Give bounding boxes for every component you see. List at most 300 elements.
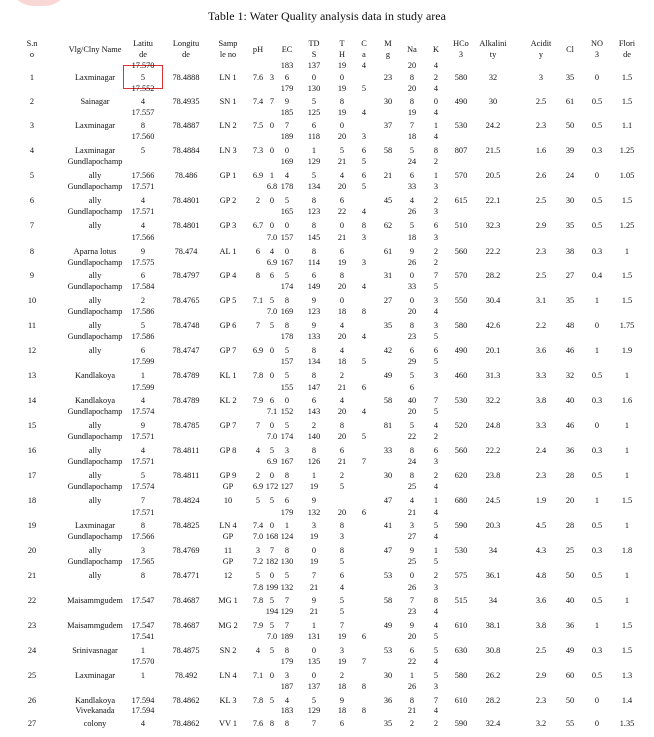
column-header: Alkalini (479, 39, 507, 48)
table-cell: 18 (337, 307, 347, 316)
table-cell: 4 (361, 61, 367, 70)
table-cell: 46 (565, 421, 575, 430)
table-cell: 5 (433, 282, 439, 291)
table-cell: 2 (433, 258, 439, 267)
table-cell: 3.6 (535, 346, 547, 355)
table-cell: 2 (433, 432, 439, 441)
table-cell: 2.5 (535, 97, 547, 106)
table-cell: 22 (337, 207, 347, 216)
table-cell: 4 (433, 132, 439, 141)
table-cell: 4 (140, 196, 146, 205)
table-cell: 11 (28, 321, 36, 330)
table-cell: 5 (284, 421, 290, 430)
table-cell: 134 (307, 182, 321, 191)
table-cell: 6 (311, 396, 317, 405)
table-cell: 8 (339, 97, 345, 106)
table-cell: 1.25 (619, 146, 635, 155)
table-cell: LN 4 (219, 671, 237, 680)
table-cell: ally (88, 446, 102, 455)
table-cell: 3 (409, 521, 415, 530)
table-cell: 27 (383, 296, 393, 305)
table-cell: 5 (269, 296, 275, 305)
table-cell: 5 (433, 557, 439, 566)
column-header: o (29, 50, 35, 59)
table-cell: 4.8 (535, 571, 547, 580)
table-cell: 6.9 (252, 482, 264, 491)
table-cell: 1.9 (535, 496, 547, 505)
table-cell: ally (88, 196, 102, 205)
table-cell: 1 (433, 121, 439, 130)
table-cell: 137 (307, 682, 321, 691)
table-cell: 19 (337, 84, 347, 93)
table-cell: 4 (433, 621, 439, 630)
table-cell: 3.8 (535, 396, 547, 405)
table-cell: 14 (27, 396, 37, 405)
table-cell: 1.9 (621, 346, 633, 355)
table-cell: 4 (361, 207, 367, 216)
column-header: de (182, 50, 190, 59)
table-cell: 5 (409, 146, 415, 155)
table-cell: 78.486 (174, 171, 198, 180)
table-cell: 23.8 (485, 471, 501, 480)
table-cell: 19 (337, 108, 347, 117)
table-cell: 31 (383, 271, 393, 280)
table-cell: 18 (337, 682, 347, 691)
table-cell: 124 (280, 532, 294, 541)
table-cell: 1 (433, 546, 439, 555)
table-cell: GP (222, 532, 234, 541)
table-cell: 30.4 (485, 296, 501, 305)
table-cell: 17.594 (131, 706, 155, 715)
table-cell: 1 (624, 421, 630, 430)
table-cell: 17.566 (131, 532, 155, 541)
table-cell: 7 (311, 571, 317, 580)
table-cell: 137 (307, 61, 321, 70)
table-cell: 2 (433, 571, 439, 580)
table-cell: 17.557 (131, 108, 155, 117)
table-cell: 5 (311, 696, 317, 705)
column-header: de (623, 50, 631, 59)
table-cell: 7 (311, 719, 317, 728)
table-cell: 21.5 (485, 146, 501, 155)
table-cell: 4 (29, 146, 35, 155)
table-cell: 1 (594, 496, 600, 505)
table-cell: 530 (454, 121, 468, 130)
table-cell: 78.4935 (172, 97, 200, 106)
table-cell: 18 (337, 706, 347, 715)
table-cell: 0 (409, 271, 415, 280)
table-cell: 182 (265, 557, 279, 566)
table-cell: 130 (280, 557, 294, 566)
table-cell: 178 (280, 332, 294, 341)
table-cell: 4 (433, 61, 439, 70)
table-cell: 7 (409, 121, 415, 130)
table-cell: 2 (311, 421, 317, 430)
table-cell: 5 (284, 196, 290, 205)
column-header: K (433, 45, 439, 54)
table-cell: 24.2 (485, 121, 501, 130)
table-cell: 11 (224, 546, 232, 555)
table-cell: 3 (339, 646, 345, 655)
table-cell: 0 (284, 247, 290, 256)
table-cell: Srinivasnagar (72, 646, 118, 655)
table-cell: 8 (361, 706, 367, 715)
table-cell: 630 (454, 646, 468, 655)
table-cell: 1.1 (621, 121, 633, 130)
table-cell: 0.5 (591, 371, 603, 380)
table-cell: 4 (433, 307, 439, 316)
table-cell: 5 (311, 171, 317, 180)
table-cell: 4 (409, 496, 415, 505)
table-cell: 2 (255, 471, 261, 480)
table-cell: 0 (339, 121, 345, 130)
table-cell: 147 (307, 383, 321, 392)
table-cell: 560 (454, 446, 468, 455)
table-cell: 20 (407, 61, 417, 70)
table-cell: 520 (454, 421, 468, 430)
table-cell: 5 (269, 696, 275, 705)
table-cell: 0.3 (591, 446, 603, 455)
table-cell: 6 (339, 446, 345, 455)
table-cell: GP 7 (219, 346, 237, 355)
table-cell: 5 (433, 357, 439, 366)
table-cell: 4 (433, 482, 439, 491)
column-header: y (538, 50, 544, 59)
table-cell: 5 (284, 271, 290, 280)
table-cell: 7 (361, 657, 367, 666)
table-cell: 1.4 (621, 696, 633, 705)
table-cell: 35 (383, 321, 393, 330)
table-cell: 2.2 (535, 321, 547, 330)
table-cell: 172 (265, 482, 279, 491)
table-cell: 5 (255, 496, 261, 505)
table-cell: 5 (409, 421, 415, 430)
table-cell: 4.3 (535, 546, 547, 555)
table-cell: ally (88, 271, 102, 280)
column-header: le no (219, 50, 237, 59)
table-cell: 1.5 (621, 196, 633, 205)
table-cell: 9 (311, 496, 317, 505)
table-cell: 20 (407, 84, 417, 93)
table-cell: 7 (433, 696, 439, 705)
table-cell: 15 (27, 421, 37, 430)
column-header: TD (308, 39, 320, 48)
table-cell: Gundlapochamp (67, 557, 123, 566)
table-cell: 12 (27, 346, 37, 355)
table-cell: 17.571 (131, 182, 155, 191)
table-cell: 5 (339, 557, 345, 566)
table-cell: 17 (27, 471, 37, 480)
table-cell: 6 (339, 719, 345, 728)
table-cell: 4 (339, 171, 345, 180)
table-cell: LN 2 (219, 121, 237, 130)
table-cell: 5 (361, 84, 367, 93)
table-cell: 19 (27, 521, 37, 530)
table-cell: 29 (407, 357, 417, 366)
table-cell: ally (88, 296, 102, 305)
table-cell: GP (222, 482, 234, 491)
table-cell: 26 (27, 696, 37, 705)
table-cell: 8 (284, 321, 290, 330)
table-cell: 49 (565, 646, 575, 655)
table-cell: 3 (361, 258, 367, 267)
table-cell: 134 (307, 357, 321, 366)
table-cell: 53 (383, 571, 393, 580)
table-cell: 530 (454, 546, 468, 555)
table-cell: 6 (361, 383, 367, 392)
table-cell: GP 9 (219, 471, 237, 480)
table-cell: 17.599 (131, 383, 155, 392)
table-cell: 25 (407, 482, 417, 491)
table-cell: 78.4824 (172, 496, 200, 505)
table-cell: 7 (284, 596, 290, 605)
table-cell: 8 (409, 696, 415, 705)
table-cell: 24 (407, 457, 417, 466)
table-cell: 20.1 (485, 346, 501, 355)
table-cell: 8 (311, 196, 317, 205)
table-cell: Aparna lotus (73, 247, 117, 256)
table-cell: 21 (337, 157, 347, 166)
table-cell: 5 (433, 632, 439, 641)
table-cell: 40 (565, 596, 575, 605)
table-cell: 33 (407, 182, 417, 191)
table-cell: 3 (255, 546, 261, 555)
table-cell: 6 (339, 247, 345, 256)
column-header: EC (281, 45, 293, 54)
table-cell: 78.4789 (172, 371, 200, 380)
table-cell: 0.5 (591, 221, 603, 230)
table-cell: 169 (280, 307, 294, 316)
table-cell: 140 (307, 432, 321, 441)
table-cell: 550 (454, 296, 468, 305)
table-cell: 7.5 (252, 121, 264, 130)
table-cell: 4 (140, 221, 146, 230)
table-cell: Gundlapochamp (67, 207, 123, 216)
table-cell: 560 (454, 247, 468, 256)
table-cell: 2 (409, 719, 415, 728)
table-cell: 1 (269, 171, 275, 180)
table-cell: 17.566 (131, 171, 155, 180)
table-cell: 1.8 (621, 546, 633, 555)
table-cell: 460 (454, 371, 468, 380)
table-cell: 34 (488, 596, 498, 605)
table-cell: 5 (311, 97, 317, 106)
table-cell: 6 (409, 383, 415, 392)
table-cell: 680 (454, 496, 468, 505)
table-cell: 1 (140, 671, 146, 680)
table-cell: 78.492 (174, 671, 198, 680)
table-cell: ally (88, 421, 102, 430)
table-cell: 1 (594, 621, 600, 630)
table-cell: 1.05 (619, 171, 635, 180)
table-cell: 9 (140, 421, 146, 430)
table-cell: 78.4687 (172, 596, 200, 605)
table-cell: 6 (361, 171, 367, 180)
table-cell: 165 (280, 207, 294, 216)
table-cell: 3.6 (535, 596, 547, 605)
table-cell: 7.4 (252, 521, 264, 530)
table-cell: 1 (594, 296, 600, 305)
table-cell: 21 (383, 171, 393, 180)
table-cell: 2 (339, 471, 345, 480)
table-cell: 30.8 (485, 646, 501, 655)
table-cell: 4 (339, 583, 345, 592)
table-cell: 8 (339, 421, 345, 430)
table-cell: 183 (280, 61, 294, 70)
table-cell: Gundlapochamp (67, 307, 123, 316)
table-cell: 8 (409, 471, 415, 480)
table-cell: 17.594 (131, 696, 155, 705)
table-cell: 155 (280, 383, 294, 392)
table-cell: 8 (140, 571, 146, 580)
table-cell: 5 (255, 571, 261, 580)
table-cell: 5 (284, 346, 290, 355)
column-header: C (361, 39, 367, 48)
table-cell: 0.5 (591, 521, 603, 530)
table-cell: Laxminagar (74, 121, 116, 130)
table-cell: 7.9 (252, 621, 264, 630)
table-cell: 27 (407, 532, 417, 541)
table-cell: 37 (383, 121, 393, 130)
table-cell: 50 (565, 121, 575, 130)
column-header: H (339, 50, 345, 59)
table-cell: 2 (140, 296, 146, 305)
table-cell: 26 (407, 682, 417, 691)
table-cell: ally (88, 571, 102, 580)
table-cell: 4 (433, 108, 439, 117)
table-cell: 20 (337, 132, 347, 141)
table-cell: 78.474 (174, 247, 198, 256)
table-cell: LN 3 (219, 146, 237, 155)
column-header: Na (407, 45, 417, 54)
table-cell: 78.4747 (172, 346, 200, 355)
table-cell: 133 (307, 332, 321, 341)
table-cell: 0 (594, 171, 600, 180)
table-cell: 38.1 (485, 621, 501, 630)
table-cell: 40 (565, 396, 575, 405)
table-cell: 4 (361, 332, 367, 341)
table-cell: 18 (407, 233, 417, 242)
table-cell: 0 (269, 146, 275, 155)
table-cell: 0 (269, 421, 275, 430)
table-cell: 0 (594, 321, 600, 330)
table-cell: 18 (407, 132, 417, 141)
table-cell: 17.552 (131, 84, 155, 93)
table-cell: 8 (409, 97, 415, 106)
table-cell: 2 (433, 73, 439, 82)
table-cell: 2 (433, 471, 439, 480)
table-cell: 5 (361, 157, 367, 166)
table-cell: 1 (140, 371, 146, 380)
table-cell: 2 (29, 97, 35, 106)
table-cell: 7 (433, 271, 439, 280)
table-cell: 17.570 (131, 61, 155, 70)
table-cell: 152 (280, 407, 294, 416)
table-cell: 7.8 (252, 596, 264, 605)
table-cell: 50 (565, 696, 575, 705)
table-cell: 58 (383, 396, 393, 405)
table-cell: 0 (269, 671, 275, 680)
table-cell: 35 (565, 296, 575, 305)
table-cell: 575 (454, 571, 468, 580)
table-cell: 32 (565, 371, 575, 380)
table-cell: 42.6 (485, 321, 501, 330)
table-cell: GP 1 (219, 171, 237, 180)
table-cell: 17.586 (131, 307, 155, 316)
table-cell: 6 (361, 508, 367, 517)
table-cell: 2.3 (535, 247, 547, 256)
table-cell: 3 (433, 182, 439, 191)
table-cell: 125 (307, 108, 321, 117)
table-cell: 5 (339, 482, 345, 491)
table-cell: 1 (433, 171, 439, 180)
column-header: M (384, 39, 392, 48)
table-cell: 5 (339, 146, 345, 155)
table-cell: 27 (565, 271, 575, 280)
table-cell: 78.4887 (172, 121, 200, 130)
table-cell: 5 (269, 446, 275, 455)
table-cell: 17.586 (131, 332, 155, 341)
table-cell: 8 (284, 646, 290, 655)
table-cell: 4 (433, 657, 439, 666)
table-cell: 8 (284, 471, 290, 480)
table-cell: 78.4825 (172, 521, 200, 530)
table-cell: 7 (361, 457, 367, 466)
table-cell: 3 (284, 446, 290, 455)
table-cell: 20 (407, 407, 417, 416)
table-cell: 12 (223, 571, 233, 580)
table-cell: Gundlapochamp (67, 157, 123, 166)
table-cell: 7 (409, 596, 415, 605)
table-cell: Gundlapochamp (67, 457, 123, 466)
table-cell: 4 (284, 696, 290, 705)
table-cell: 1 (624, 521, 630, 530)
table-cell: 0.5 (591, 121, 603, 130)
table-cell: 4 (433, 508, 439, 517)
table-cell: 8 (284, 546, 290, 555)
table-cell: 3 (433, 207, 439, 216)
table-cell: 4 (140, 396, 146, 405)
table-cell: 149 (307, 282, 321, 291)
table-cell: 590 (454, 521, 468, 530)
table-cell: colony (83, 719, 107, 728)
table-cell: 1 (624, 571, 630, 580)
table-cell: 2.5 (535, 196, 547, 205)
table-cell: 3 (361, 132, 367, 141)
table-cell: 0 (339, 221, 345, 230)
table-cell: Kandlakoya (74, 371, 116, 380)
table-cell: Gundlapochamp (67, 182, 123, 191)
table-cell: 5 (269, 596, 275, 605)
table-cell: AL 1 (219, 247, 237, 256)
table-cell: 18 (27, 496, 37, 505)
table-cell: 8 (311, 371, 317, 380)
table-cell: 7 (255, 321, 261, 330)
table-cell: 4.5 (535, 521, 547, 530)
table-cell: 0 (311, 646, 317, 655)
table-cell: 167 (280, 258, 294, 267)
table-cell: 5 (269, 321, 275, 330)
table-cell: 31.3 (485, 371, 501, 380)
table-cell: 60 (565, 671, 575, 680)
table-cell: 530 (454, 396, 468, 405)
table-cell: 40 (407, 396, 417, 405)
table-cell: 1.3 (621, 671, 633, 680)
table-cell: 17.541 (131, 632, 155, 641)
table-cell: 22.2 (485, 247, 501, 256)
table-cell: 580 (454, 671, 468, 680)
table-cell: 23 (407, 607, 417, 616)
